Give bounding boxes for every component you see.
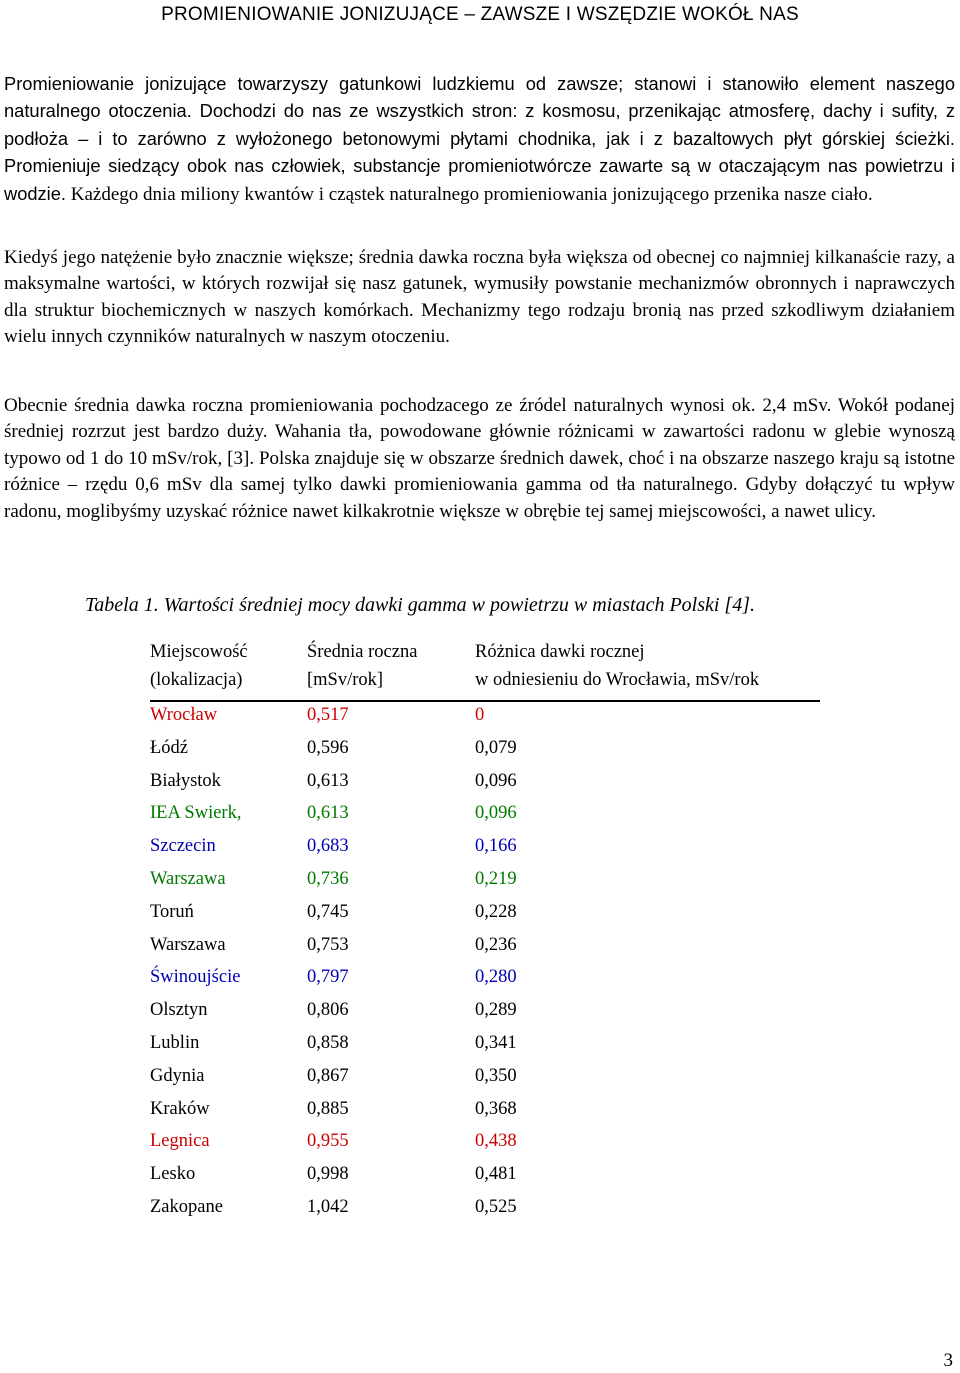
cell-mean: 0,806 — [307, 1000, 349, 1021]
dose-table — [150, 638, 820, 1217]
header-location-line2: (lokalizacja) — [150, 670, 243, 690]
cell-location: Warszawa — [150, 934, 226, 955]
table-row — [150, 1096, 820, 1129]
cell-location: Lesko — [150, 1164, 196, 1185]
paragraph-current-dose: Obecnie średnia dawka roczna promieniowania pochodzacego ze źródel naturalnych wynosi ok. 2,4 mSv. Wokół podanej średniej rozrzut jest bardzo duży. Wahania tła, powodowane głównie różnicami w zawartości radonu w glebie wynoszą typowo od 1 do 10 mSv/rok, [3]. Polska znajduje się w obszarze średnich dawek, choć i na obszarze naszego kraju są istotne różnice – rzędu 0,6 mSv dla samej tylko dawki promieniowania gamma od tła naturalnego. Gdyby dołączyć tu wpływ radonu, moglibyśmy uzyskać różnice nawet kilkakrotnie większe w obrębie tej samej miejscowości, a nawet ulicy. — [4, 395, 955, 522]
header-diff-line1: Różnica dawki rocznej — [475, 642, 645, 662]
cell-mean: 0,596 — [307, 737, 349, 758]
header-mean — [307, 638, 417, 694]
cell-mean: 0,797 — [307, 967, 349, 988]
table-row — [150, 800, 820, 833]
cell-mean: 0,683 — [307, 836, 349, 857]
cell-diff: 0,481 — [475, 1164, 517, 1185]
paragraph-history: Kiedyś jego natężenie było znacznie większe; średnia dawka roczna była większa od obecnej co najmniej kilkanaście razy, a maksymalne wartości, w których rozwijał się nasz gatunek, wymusiły powstanie mechanizmów obronnych i naprawczych dla struktur biochemicznych w naszych komórkach. Mechanizmy tego rodzaju bronią nas przed szkodliwym działaniem wielu innych czynników naturalnych w naszym otoczeniu. — [4, 247, 955, 348]
cell-mean: 0,745 — [307, 901, 349, 922]
cell-mean: 1,042 — [307, 1196, 349, 1217]
cell-mean: 0,613 — [307, 803, 349, 824]
cell-diff: 0,166 — [475, 836, 517, 857]
cell-location: IEA Swierk, — [150, 803, 242, 824]
cell-mean: 0,753 — [307, 934, 349, 955]
cell-diff: 0,438 — [475, 1131, 517, 1152]
cell-location: Wrocław — [150, 705, 218, 725]
table-row — [150, 833, 820, 866]
table-body — [150, 702, 820, 1227]
cell-mean: 0,736 — [307, 868, 349, 889]
cell-mean: 0,867 — [307, 1065, 349, 1086]
cell-mean: 0,613 — [307, 770, 349, 791]
cell-mean: 0,858 — [307, 1032, 349, 1053]
cell-diff: 0,525 — [475, 1196, 517, 1217]
table-row — [150, 768, 820, 801]
table-row — [150, 964, 820, 997]
cell-diff: 0,289 — [475, 1000, 517, 1021]
cell-location: Białystok — [150, 770, 221, 791]
cell-diff: 0,219 — [475, 868, 517, 889]
cell-location: Kraków — [150, 1098, 210, 1119]
cell-diff: 0 — [475, 705, 485, 725]
cell-diff: 0,096 — [475, 803, 517, 824]
cell-mean: 0,955 — [307, 1131, 349, 1152]
cell-diff: 0,228 — [475, 901, 517, 922]
cell-location: Toruń — [150, 901, 194, 922]
table-row — [150, 1194, 820, 1227]
cell-diff: 0,079 — [475, 737, 517, 758]
page-number: 3 — [943, 1350, 953, 1371]
table-row — [150, 735, 820, 768]
cell-diff: 0,350 — [475, 1065, 517, 1086]
table-caption: Tabela 1. Wartości średniej mocy dawki gamma w powietrzu w miastach Polski [4]. — [85, 594, 755, 616]
table-row — [150, 1161, 820, 1194]
cell-location: Legnica — [150, 1131, 210, 1152]
table-header — [150, 638, 820, 702]
cell-diff: 0,236 — [475, 934, 517, 955]
header-location-line1: Miejscowość — [150, 642, 248, 662]
table-row — [150, 1128, 820, 1161]
cell-diff: 0,368 — [475, 1098, 517, 1119]
cell-mean: 0,517 — [307, 705, 349, 725]
header-diff-line2: w odniesieniu do Wrocławia, mSv/rok — [475, 670, 760, 690]
header-mean-line2: [mSv/rok] — [307, 670, 384, 690]
table-row — [150, 1063, 820, 1096]
cell-mean: 0,998 — [307, 1164, 349, 1185]
cell-diff: 0,341 — [475, 1032, 517, 1053]
table-row — [150, 1030, 820, 1063]
table-row — [150, 866, 820, 899]
cell-location: Lublin — [150, 1032, 200, 1053]
paragraph-intro — [4, 71, 955, 208]
header-diff — [475, 638, 759, 694]
cell-location: Świnoujście — [150, 967, 241, 988]
table-row — [150, 702, 820, 735]
cell-location: Łódź — [150, 737, 189, 758]
table-row — [150, 932, 820, 965]
cell-location: Olsztyn — [150, 1000, 208, 1021]
table-row — [150, 899, 820, 932]
cell-diff: 0,096 — [475, 770, 517, 791]
cell-location: Zakopane — [150, 1196, 223, 1217]
cell-location: Gdynia — [150, 1065, 205, 1086]
paragraph-intro-serif-part: Każdego dnia miliony kwantów i cząstek naturalnego promieniowania jonizującego przenika nasze ciało. — [66, 183, 873, 205]
header-mean-line1: Średnia roczna — [307, 642, 418, 662]
paragraph-intro-sans-part: Promieniowanie jonizujące towarzyszy gatunkowi ludzkiemu od zawsze; stanowi i stanowiło element naszego naturalnego otoczenia. Dochodzi do nas ze wszystkich stron: z kosmosu, przenikając atmosferę, dachy i sufity, z podłoża – i to zarówno z wyłożonego betonowymi płytami chodnika, jak i z bazaltowych płyt górskiej ścieżki. Promieniuje siedzący obok nas człowiek, substancje promieniotwórcze zawarte są w otaczającym nas powietrzu i wodzie. — [4, 73, 955, 204]
cell-diff: 0,280 — [475, 967, 517, 988]
header-location — [150, 638, 248, 694]
page-header-title: PROMIENIOWANIE JONIZUJĄCE – ZAWSZE I WSZĘDZIE WOKÓŁ NAS — [161, 4, 799, 25]
cell-mean: 0,885 — [307, 1098, 349, 1119]
cell-location: Szczecin — [150, 836, 216, 857]
cell-location: Warszawa — [150, 868, 226, 889]
table-row — [150, 997, 820, 1030]
